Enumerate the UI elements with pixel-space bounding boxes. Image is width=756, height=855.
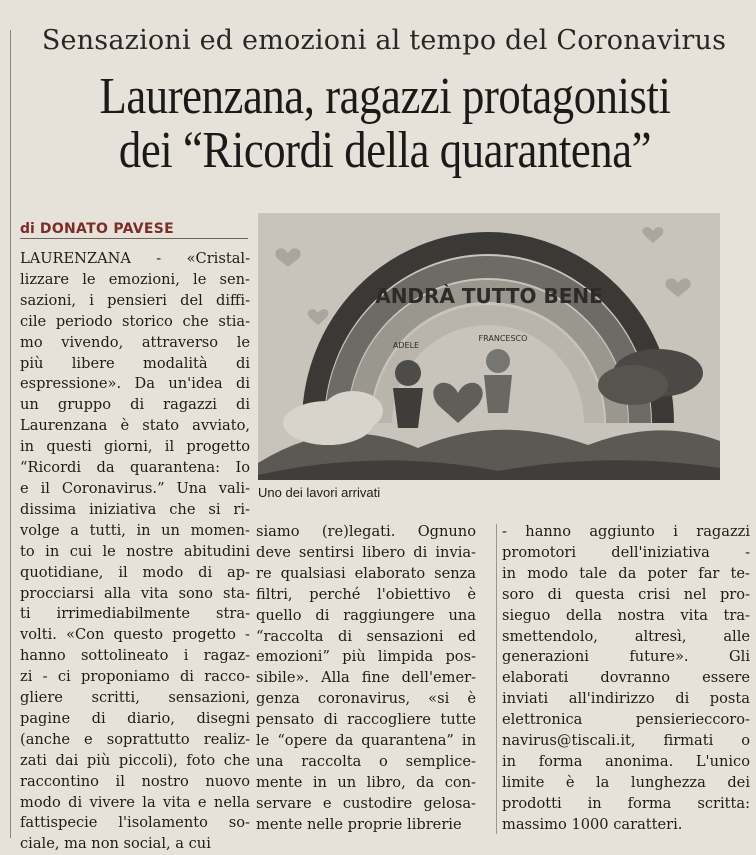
article-text-line: elettronica pensierieccoro- [502, 711, 750, 729]
article-text-line: emozioni” più limpida pos- [256, 648, 476, 666]
article-text-line: una raccolta o semplice- [256, 752, 476, 770]
article-text-line: ti irrimediabilmente stra- [20, 605, 250, 623]
article-text-line: cile periodo storico che stia- [20, 312, 250, 330]
article-text-line: navirus@tiscali.it, firmati o [502, 732, 750, 750]
article-text-line: gliere scritti, sensazioni, [20, 689, 250, 707]
article-headline [71, 70, 699, 178]
child-drawing-image [258, 213, 720, 480]
article-text-line: sibile». Alla fine dell'emer- [256, 669, 476, 687]
byline-author: DONATO PAVESE [39, 221, 175, 237]
article-text-line: dissima iniziativa che si ri- [20, 500, 250, 518]
article-text-line: in questi giorni, il progetto [20, 438, 250, 456]
article-text-line: in forma anonima. L'unico [502, 752, 750, 770]
article-text-line: espressione». Da un'idea di [20, 375, 250, 393]
byline-rule [20, 238, 248, 239]
article-text-line: genza coronavirus, «si è [256, 690, 476, 708]
byline-prefix: di [20, 221, 35, 237]
article-kicker: Sensazioni ed emozioni al tempo del Coronavirus [41, 25, 727, 56]
article-text-line: filtri, perché l'obiettivo è [256, 585, 476, 603]
article-text-line: elaborati dovranno essere [502, 669, 750, 687]
article-text-line: LAURENZANA - «Cristal- [20, 250, 250, 267]
article-text-line: deve sentirsi libero di invia- [256, 543, 476, 561]
article-text-line: e il Coronavirus.” Una vali- [20, 479, 250, 497]
article-text-line: Laurenzana è stato avviato, [20, 417, 250, 435]
article-text-line: “raccolta di sensazioni ed [256, 627, 476, 645]
article-text-line: massimo 1000 caratteri. [502, 815, 683, 833]
drawing-banner-text: ANDRÀ TUTTO BENE [375, 284, 603, 308]
article-text-line: “Ricordi da quarantena: Io [20, 459, 250, 477]
article-text-line: smettendolo, altresì, alle [502, 627, 750, 645]
article-text-line: procciarsi alla vita sono sta- [20, 584, 250, 602]
article-text-line: to in cui le nostre abitudini [20, 542, 250, 560]
article-column-2 [256, 522, 476, 836]
article-text-line: promotori dell'iniziativa - [502, 543, 750, 561]
article-text-line: raccontino il nostro nuovo [20, 772, 250, 790]
article-photo [258, 213, 720, 480]
article-text-line: zati dai più piccoli), foto che [20, 751, 250, 769]
article-text-line: quotidiane, il modo di ap- [20, 563, 250, 581]
article-text-line: - hanno aggiunto i ragazzi [502, 523, 750, 540]
article-text-line: sieguo della nostra vita tra- [502, 606, 750, 624]
column-rule [10, 30, 11, 838]
article-text-line: in modo tale da poter far te- [502, 564, 750, 582]
column-separator [496, 524, 497, 834]
article-text-line: un gruppo di ragazzi di [20, 396, 250, 414]
article-text-line: mente in un libro, da con- [256, 773, 476, 791]
article-text-line: più libere modalità di [20, 354, 250, 372]
drawing-label-left: ADELE [392, 341, 420, 350]
article-text-line: lizzare le emozioni, le sen- [20, 270, 250, 288]
drawing-label-right: FRANCESCO [478, 334, 528, 343]
article-text-line: volge a tutti, in un momen- [20, 521, 250, 539]
article-column-1 [20, 249, 250, 855]
article-column-3 [502, 522, 750, 836]
photo-caption: Uno dei lavori arrivati [258, 485, 381, 500]
article-text-line: (anche e soprattutto realiz- [20, 730, 250, 748]
article-text-line: re qualsiasi elaborato senza [256, 564, 476, 582]
article-text-line: servare e custodire gelosa- [256, 794, 476, 812]
byline [20, 218, 174, 237]
article-text-line: siamo (re)legati. Ognuno [256, 523, 476, 540]
article-text-line: pensato di raccogliere tutte [256, 711, 476, 729]
article-text-line: mo vivendo, attraverso le [20, 333, 250, 351]
article-text-line: fattispecie l'isolamento so- [20, 814, 250, 832]
article-text-line: generazioni future». Gli [502, 648, 750, 666]
article-text-line: sazioni, i pensieri del diffi- [20, 291, 250, 309]
article-text-line: hanno sottolineato i ragaz- [20, 647, 250, 665]
article-text-line: quello di raggiungere una [256, 606, 476, 624]
headline-line-2: dei “Ricordi della quarantena” [118, 122, 652, 179]
article-text-line: le “opere da quarantena” in [256, 732, 476, 750]
article-text-line: volti. «Con questo progetto - [20, 626, 250, 644]
article-text-line: pagine di diario, disegni [20, 709, 250, 727]
article-text-line: soro di questa crisi nel pro- [502, 585, 750, 603]
article-text-line: inviati all'indirizzo di posta [502, 690, 750, 708]
headline-line-1: Laurenzana, ragazzi protagonisti [99, 68, 671, 125]
article-text-line: zi - ci proponiamo di racco- [20, 668, 250, 686]
article-text-line: prodotti in forma scritta: [502, 794, 750, 812]
article-text-line: ciale, ma non social, a cui [20, 835, 211, 853]
article-text-line: limite è la lunghezza dei [502, 773, 750, 791]
article-text-line: mente nelle proprie librerie [256, 815, 462, 833]
article-text-line: modo di vivere la vita e nella [20, 793, 250, 811]
